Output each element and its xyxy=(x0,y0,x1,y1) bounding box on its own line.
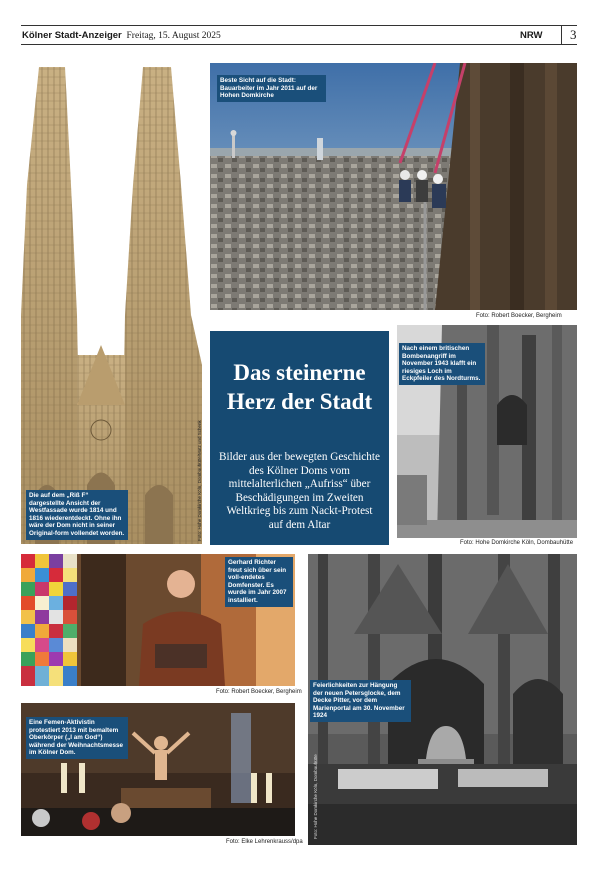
header-separator xyxy=(561,26,562,44)
facade-drawing-credit: Foto: Hohe Domkirche Köln, Dombauhütte/Matz und Schenk xyxy=(197,420,202,541)
region-label: NRW xyxy=(520,30,543,41)
petersglocke-caption: Feierlichkeiten zur Hängung der neuen Petersglocke, dem Decke Pitter, vor dem Marienportal am 30. November 1924 xyxy=(310,680,411,722)
facade-drawing-illustration xyxy=(21,65,202,544)
facade-drawing-photo xyxy=(21,65,202,544)
femen-credit: Foto: Elke Lehrenkrauss/dpa xyxy=(226,839,303,845)
facade-drawing-caption: Die auf dem „Riß F“ dargestellte Ansicht der Westfassade wurde 1814 und 1816 wiederentdeckt. Ohne ihn wäre der Dom nicht in seiner Original-form vollendet worden. xyxy=(26,490,128,540)
femen-photo xyxy=(21,703,295,836)
page-number: 3 xyxy=(570,27,577,42)
femen-caption: Eine Femen-Aktivistin protestiert 2013 mit bemaltem Oberkörper („I am God“) während der Weihnachtsmesse im Kölner Dom. xyxy=(26,717,128,759)
header-rule-bottom xyxy=(21,44,577,45)
bomb-damage-photo xyxy=(397,325,577,538)
lead-text: Bilder aus der bewegten Geschichte des Kölner Doms vom mittelalterlichen „Aufriss“ über Beschädigungen im Zweiten Weltkrieg bis zum Nackt-Protest auf dem Altar xyxy=(219,451,380,531)
bomb-damage-caption: Nach einem britischen Bombenangriff im November 1943 klafft ein riesiges Loch im Eckpfeiler des Nordturms. xyxy=(399,343,485,385)
headline-box xyxy=(210,331,389,545)
masthead xyxy=(22,30,221,41)
workers-credit: Foto: Robert Boecker, Bergheim xyxy=(476,313,562,319)
richter-caption: Gerhard Richter freut sich über sein voll-endetes Domfenster. Es wurde im Jahr 2007 installiert. xyxy=(225,557,293,607)
header-rule-top xyxy=(21,25,577,26)
richter-photo xyxy=(21,554,295,686)
workers-caption: Beste Sicht auf die Stadt: Bauarbeiter im Jahr 2011 auf der Hohen Domkirche xyxy=(217,75,326,102)
petersglocke-credit: Foto: Hohe Domkirche Köln, Dombauhütte xyxy=(313,754,318,839)
paper-name: Kölner Stadt-Anzeiger xyxy=(22,30,122,41)
workers-photo xyxy=(210,63,577,310)
issue-date: Freitag, 15. August 2025 xyxy=(126,31,221,41)
petersglocke-photo xyxy=(308,554,577,845)
bomb-damage-credit: Foto: Hohe Domkirche Köln, Dombauhütte xyxy=(460,540,574,546)
headline: Das steinerne Herz der Stadt xyxy=(226,360,373,414)
richter-credit: Foto: Robert Boecker, Bergheim xyxy=(216,689,302,695)
